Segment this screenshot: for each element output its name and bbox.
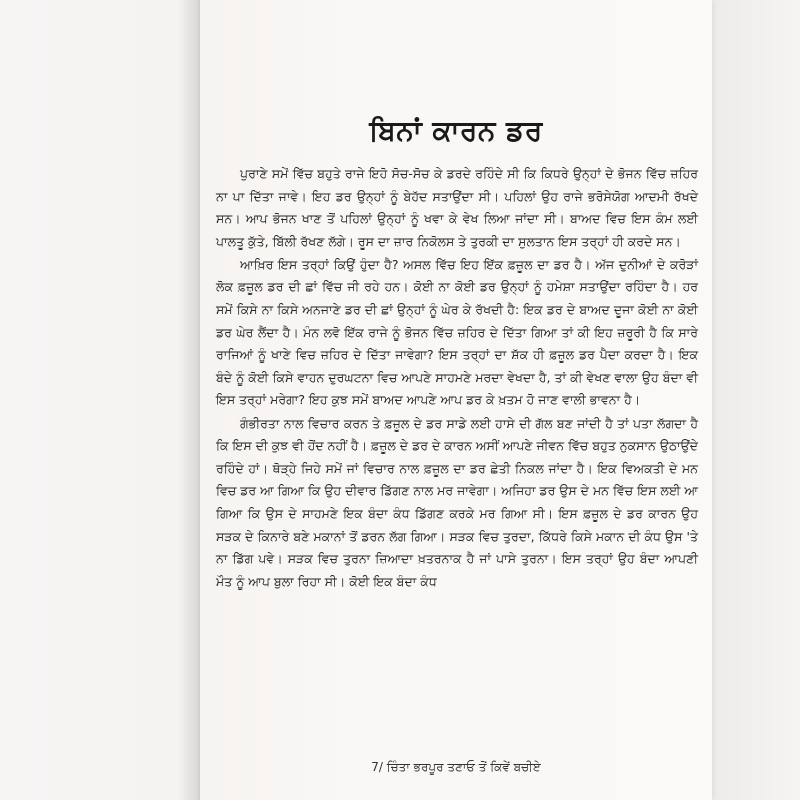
chapter-title: ਬਿਨਾਂ ਕਾਰਨ ਡਰ [369,114,543,147]
page-body [216,163,698,594]
background-right-edge [712,0,800,800]
page-shadow [178,0,202,800]
page-footer: 7/ ਚਿੰਤਾ ਭਰਪੂਰ ਤਣਾਓ ਤੋਂ ਕਿਵੇਂ ਬਚੀਏ [371,760,541,774]
book-page [200,0,712,800]
paragraph-3: ਗੰਭੀਰਤਾ ਨਾਲ ਵਿਚਾਰ ਕਰਨ ਤੇ ਫ਼ਜ਼ੂਲ ਦੇ ਡਰ ਸਾਡੇ ਲਈ ਹਾਸੇ ਦੀ ਗੱਲ ਬਣ ਜਾਂਦੀ ਹੈ ਤਾਂ ਪਤਾ ਲੱਗਦਾ ਹੈ ਕਿ ਇਸ ਦੀ ਕੁਝ ਵੀ ਹੋਂਦ ਨਹੀਂ ਹੈ। ਫ਼ਜ਼ੂਲ ਦੇ ਡਰ ਦੇ ਕਾਰਨ ਅਸੀਂ ਆਪਣੇ ਜੀਵਨ ਵਿੱਚ ਬਹੁਤ ਨੁਕਸਾਨ ਉਠਾਉਂਦੇ ਰਹਿੰਦੇ ਹਾਂ। ਥੋੜ੍ਹੇ ਜਿਹੇ ਸਮੇਂ ਜਾਂ ਵਿਚਾਰ ਨਾਲ ਫ਼ਜ਼ੂਲ ਦਾ ਡਰ ਛੇਤੀ ਨਿਕਲ ਜਾਂਦਾ ਹੈ। ਇਕ ਵਿਅਕਤੀ ਦੇ ਮਨ ਵਿਚ ਡਰ ਆ ਗਿਆ ਕਿ ਉਹ ਦੀਵਾਰ ਡਿੱਗਣ ਨਾਲ ਮਰ ਜਾਵੇਗਾ। ਅਜਿਹਾ ਡਰ ਉਸ ਦੇ ਮਨ ਵਿੱਚ ਇਸ ਲਈ ਆ ਗਿਆ ਕਿ ਉਸ ਦੇ ਸਾਹਮਣੇ ਇਕ ਬੰਦਾ ਕੰਧ ਡਿੱਗਣ ਕਰਕੇ ਮਰ ਗਿਆ ਸੀ। ਇਸ ਫ਼ਜ਼ੂਲ ਦੇ ਡਰ ਕਾਰਨ ਉਹ ਸੜਕ ਦੇ ਕਿਨਾਰੇ ਬਣੇ ਮਕਾਨਾਂ ਤੋਂ ਡਰਨ ਲੱਗ ਗਿਆ। ਸੜਕ ਵਿਚ ਤੁਰਦਾ, ਕਿੱਧਰੇ ਕਿਸੇ ਮਕਾਨ ਦੀ ਕੰਧ ਉਸ 'ਤੇ ਨਾ ਡਿੱਗ ਪਵੇ। ਸੜਕ ਵਿਚ ਤੁਰਨਾ ਜ਼ਿਆਦਾ ਖ਼ਤਰਨਾਕ ਹੈ ਜਾਂ ਪਾਸੇ ਤੁਰਨਾ। ਇਸ ਤਰ੍ਹਾਂ ਉਹ ਬੰਦਾ ਆਪਣੀ ਮੌਤ ਨੂੰ ਆਪ ਬੁਲਾ ਰਿਹਾ ਸੀ। ਕੋਈ ਇਕ ਬੰਦਾ ਕੰਧ [216,415,698,589]
paragraph-2: ਆਖ਼ਿਰ ਇਸ ਤਰ੍ਹਾਂ ਕਿਉਂ ਹੁੰਦਾ ਹੈ? ਅਸਲ ਵਿੱਚ ਇਹ ਇੱਕ ਫ਼ਜ਼ੂਲ ਦਾ ਡਰ ਹੈ। ਅੱਜ ਦੁਨੀਆਂ ਦੇ ਕਰੋੜਾਂ ਲੋਕ ਫ਼ਜ਼ੂਲ ਡਰ ਦੀ ਛਾਂ ਵਿੱਚ ਜੀ ਰਹੇ ਹਨ। ਕੋਈ ਨਾ ਕੋਈ ਡਰ ਉਨ੍ਹਾਂ ਨੂੰ ਹਮੇਸ਼ਾ ਸਤਾਉਂਦਾ ਰਹਿੰਦਾ ਹੈ। ਹਰ ਸਮੇਂ ਕਿਸੇ ਨਾ ਕਿਸੇ ਅਨਜਾਣੇ ਡਰ ਦੀ ਛਾਂ ਉਨ੍ਹਾਂ ਨੂੰ ਘੇਰ ਕੇ ਰੱਖਦੀ ਹੈ: ਇਕ ਡਰ ਦੇ ਬਾਅਦ ਦੂਜਾ ਕੋਈ ਨਾ ਕੋਈ ਡਰ ਘੇਰ ਲੈਂਦਾ ਹੈ। ਮੰਨ ਲਵੋ ਇੱਕ ਰਾਜੇ ਨੂੰ ਭੋਜਨ ਵਿੱਚ ਜ਼ਹਿਰ ਦੇ ਦਿੱਤਾ ਗਿਆ ਤਾਂ ਕੀ ਇਹ ਜ਼ਰੂਰੀ ਹੈ ਕਿ ਸਾਰੇ ਰਾਜਿਆਂ ਨੂੰ ਖਾਣੇ ਵਿਚ ਜ਼ਹਿਰ ਦੇ ਦਿੱਤਾ ਜਾਵੇਗਾ? ਇਸ ਤਰ੍ਹਾਂ ਦਾ ਸ਼ੱਕ ਹੀ ਫ਼ਜ਼ੂਲ ਡਰ ਪੈਦਾ ਕਰਦਾ ਹੈ। ਇਕ ਬੰਦੇ ਨੂੰ ਕੋਈ ਕਿਸੇ ਵਾਹਨ ਦੁਰਘਟਨਾ ਵਿਚ ਆਪਣੇ ਸਾਹਮਣੇ ਮਰਦਾ ਵੇਖਦਾ ਹੈ, ਤਾਂ ਕੀ ਵੇਖਣ ਵਾਲਾ ਉਹ ਬੰਦਾ ਵੀ ਇਸ ਤਰ੍ਹਾਂ ਮਰੇਗਾ? ਇਹ ਕੁਝ ਸਮੇਂ ਬਾਅਦ ਆਪਣੇ ਆਪ ਡਰ ਕੇ ਖ਼ਤਮ ਹੋ ਜਾਣ ਵਾਲੀ ਭਾਵਨਾ ਹੈ। [216,256,698,408]
paragraph-1: ਪੁਰਾਣੇ ਸਮੇਂ ਵਿੱਚ ਬਹੁਤੇ ਰਾਜੇ ਇਹੋ ਸੋਚ-ਸੋਚ ਕੇ ਡਰਦੇ ਰਹਿੰਦੇ ਸੀ ਕਿ ਕਿਧਰੇ ਉਨ੍ਹਾਂ ਦੇ ਭੋਜਨ ਵਿੱਚ ਜ਼ਹਿਰ ਨਾ ਪਾ ਦਿੱਤਾ ਜਾਵੇ। ਇਹ ਡਰ ਉਨ੍ਹਾਂ ਨੂੰ ਬੇਹੱਦ ਸਤਾਉਂਦਾ ਸੀ। ਪਹਿਲਾਂ ਉਹ ਰਾਜੇ ਭਰੋਸੇਯੋਗ ਆਦਮੀ ਰੱਖਦੇ ਸਨ। ਆਪ ਭੋਜਨ ਖਾਣ ਤੋਂ ਪਹਿਲਾਂ ਉਨ੍ਹਾਂ ਨੂੰ ਖਵਾ ਕੇ ਵੇਖ ਲਿਆ ਜਾਂਦਾ ਸੀ। ਬਾਅਦ ਵਿਚ ਇਸ ਕੰਮ ਲਈ ਪਾਲਤੂ ਕੁੱਤੇ, ਬਿੱਲੀ ਰੱਖਣ ਲੱਗੇ। ਰੂਸ ਦਾ ਜ਼ਾਰ ਨਿਕੋਲਸ ਤੇ ਤੁਰਕੀ ਦਾ ਸੁਲਤਾਨ ਇਸ ਤਰ੍ਹਾਂ ਹੀ ਕਰਦੇ ਸਨ। [216,166,698,249]
